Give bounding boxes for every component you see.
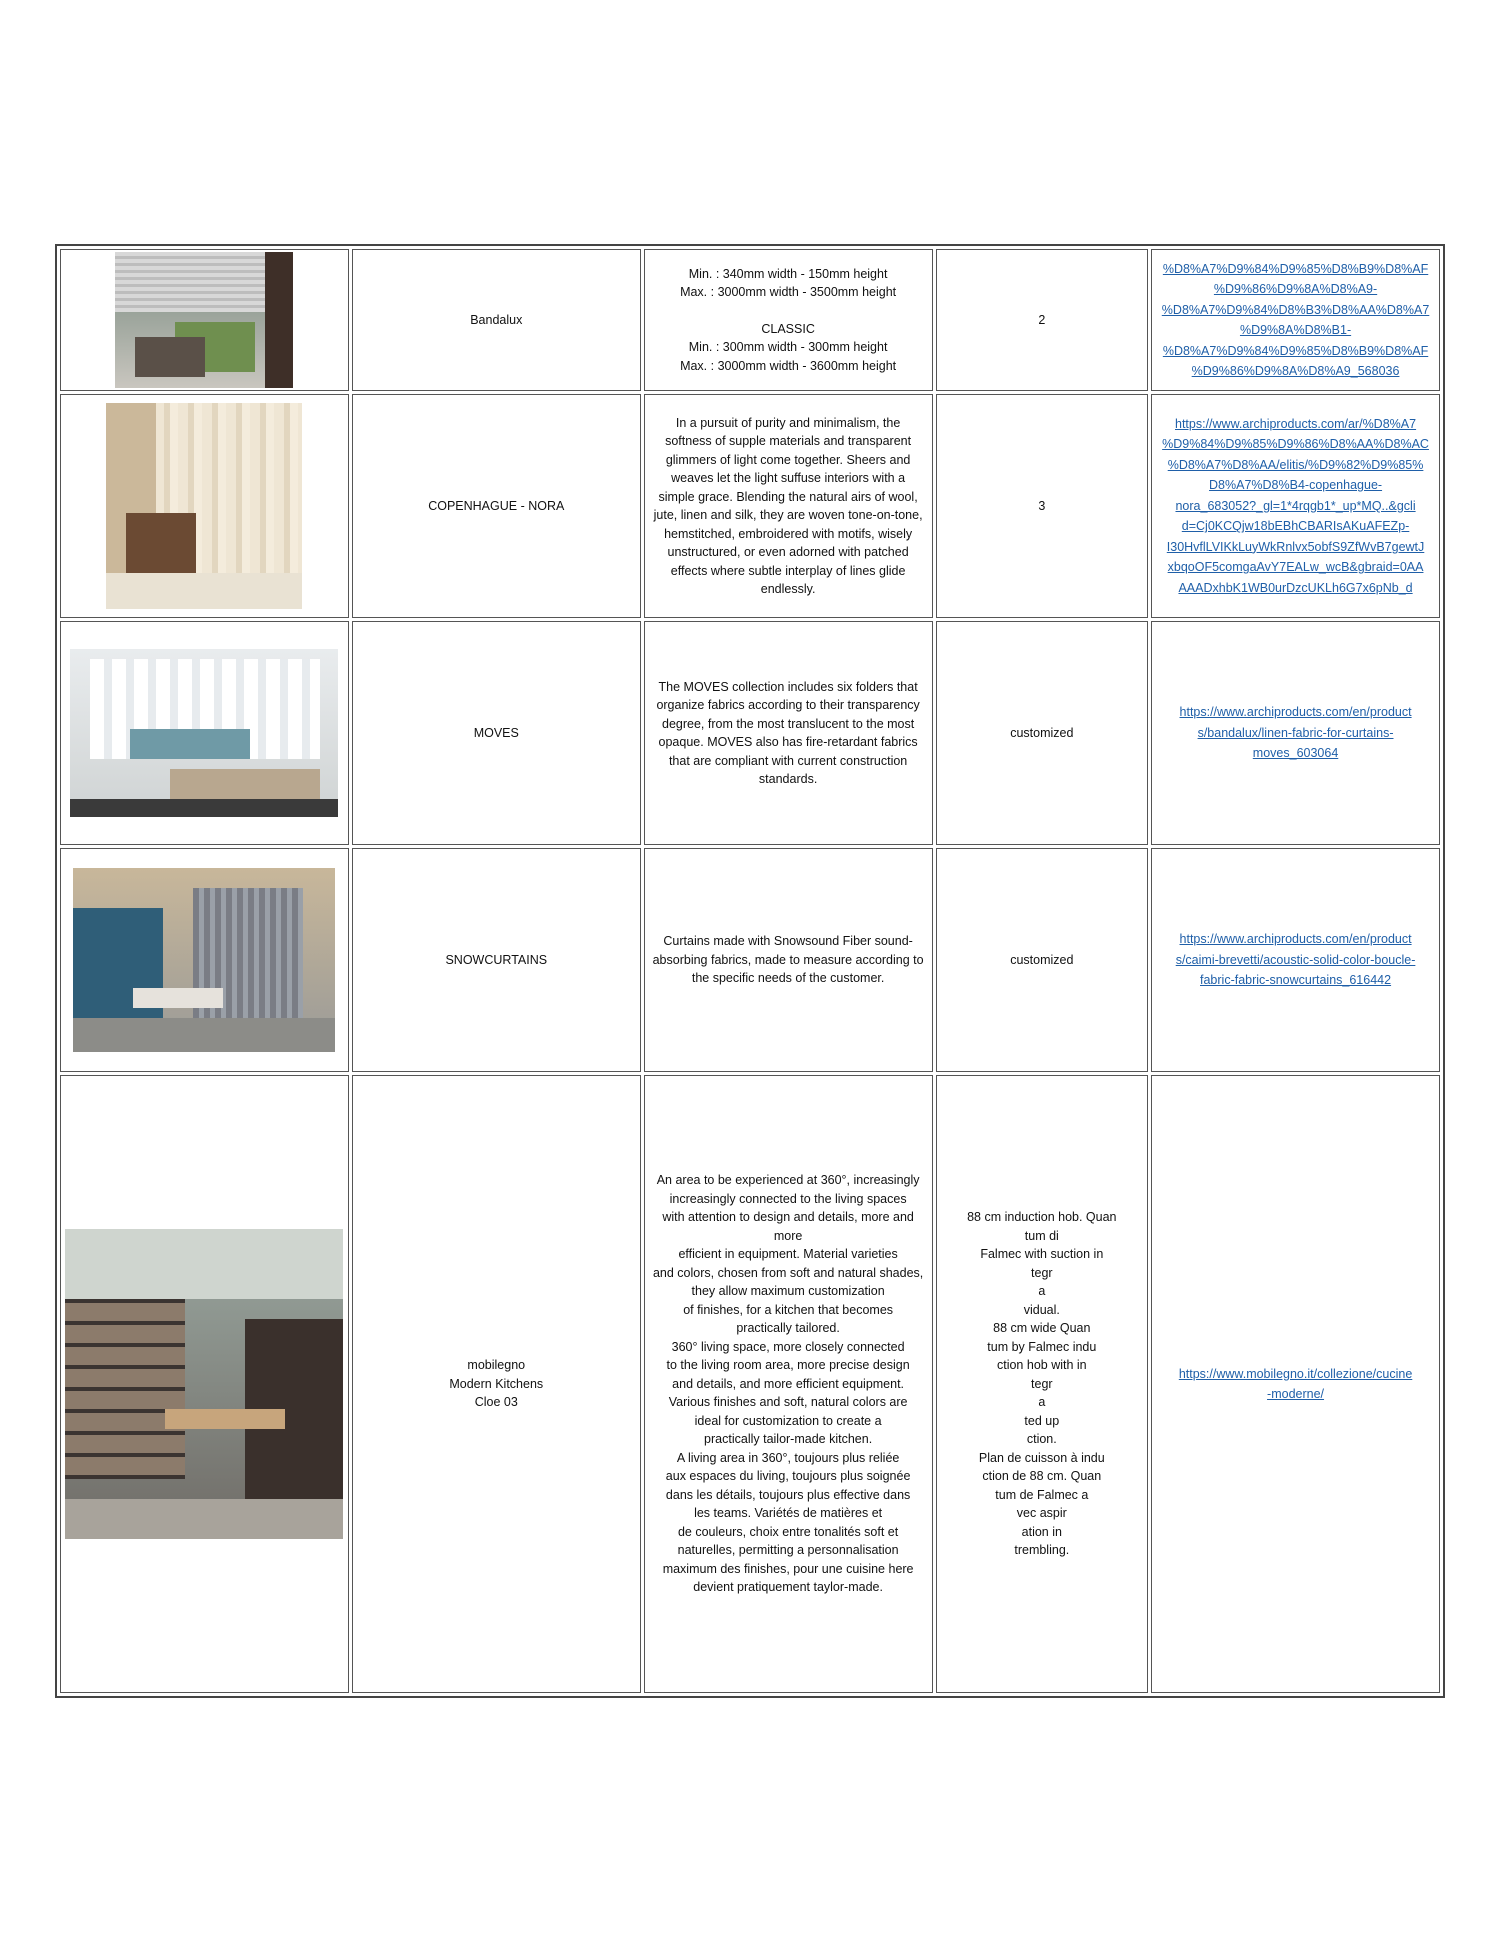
product-image-cell [60,1075,349,1693]
quantity-line: ction. [1026,1432,1057,1447]
photo-shape [65,1299,185,1479]
quantity-line: ction hob with in [996,1358,1087,1373]
product-name: COPENHAGUE - NORA [428,498,565,513]
quantity-line: 88 cm wide Quan [993,1321,1091,1336]
product-link-line[interactable]: moves_603064 [1252,746,1339,761]
description-line: An area to be experienced at 360°, increasingly [656,1173,920,1188]
product-name-cell [352,1075,641,1693]
description-cell [644,1075,933,1693]
quantity-line: tegr [1031,1376,1053,1391]
quantity-line: ction de 88 cm. Quan [982,1469,1102,1484]
photo-shape [73,1018,335,1052]
description-line: increasingly connected to the living spaces [669,1191,907,1206]
description-line: naturelles, permitting a personnalisation [677,1543,899,1558]
product-link[interactable] [1155,929,1436,991]
photo-shape [130,729,250,759]
description-line: standards. [758,772,818,786]
description-cell [644,394,933,618]
description-line: Min. : 300mm width - 300mm height [688,340,888,355]
product-name-line: Modern Kitchens [449,1376,544,1391]
quantity-line: vidual. [1023,1302,1060,1317]
description-line: they allow maximum customization [691,1284,885,1299]
quantity-value: 2 [1038,312,1046,327]
description-cell [644,848,933,1072]
quantity-line: a [1038,1284,1046,1299]
quantity-value: customized [1010,725,1074,740]
product-image-cell [60,621,349,845]
product-link-line[interactable]: d=Cj0KCQjw18bEBhCBARIsAKuAFEZp- [1181,519,1410,534]
product-link-line[interactable]: https://www.archiproducts.com/en/product [1179,705,1412,720]
photo-shape [265,252,293,388]
window-shades-photo-icon [115,252,293,388]
quantity-line: tum de Falmec a [995,1487,1089,1502]
description-line: de couleurs, choix entre tonalités soft et [677,1524,899,1539]
description-line: and colors, chosen from soft and natural shades, [652,1265,924,1280]
quantity-cell [936,1075,1149,1693]
product-link-line[interactable]: s/caimi-brevetti/acoustic-solid-color-boucle- [1175,952,1416,967]
photo-shape [126,513,196,573]
photo-shape [165,1409,285,1429]
product-link-line[interactable]: %D9%86%D9%8A%D8%A9_568036 [1191,364,1400,378]
description-line: In a pursuit of purity and minimalism, the [675,415,901,430]
description-cell [644,621,933,845]
product-link[interactable] [1155,1364,1436,1405]
product-link[interactable] [1155,259,1436,382]
description-line: aux espaces du living, toujours plus soignée [665,1469,911,1484]
quantity-line: tegr [1031,1265,1053,1280]
product-name: MOVES [473,725,519,740]
product-name-line: mobilegno [467,1358,526,1373]
product-link-line[interactable]: https://www.archiproducts.com/ar/%D8%A7 [1175,416,1417,431]
description-line: degree, from the most translucent to the most [662,716,915,731]
product-name-cell [352,848,641,1072]
product-link-line[interactable]: AAADxhbK1WB0urDzcUKLh6G7x6pNb_d [1178,580,1413,595]
description-line: effects where subtle interplay of lines glide [670,563,906,578]
description-line: organize fabrics according to their transparency [656,698,920,712]
photo-shape [65,1499,343,1539]
description-line: dans les détails, toujours plus effective dans [665,1487,911,1502]
curtain-piano-photo-icon [106,403,302,609]
product-link-line[interactable]: nora_683052?_gl=1*4rqgb1*_up*MQ..&gcli [1175,498,1416,513]
photo-shape [106,573,302,609]
link-cell [1151,249,1440,391]
product-name: Bandalux [470,312,523,327]
table-row [60,848,1440,1072]
description-line: 360° living space, more closely connected [671,1339,905,1354]
description-line: ideal for customization to create a [694,1413,882,1428]
product-link[interactable] [1155,414,1436,599]
table-row [60,394,1440,618]
office-curtains-photo-icon [73,868,335,1052]
quantity-line: trembling. [1014,1543,1070,1558]
quantity-line: 88 cm induction hob. Quan [967,1210,1117,1225]
photo-shape [170,769,320,799]
description-line: softness of supple materials and transparent [665,434,912,448]
photo-shape [193,888,303,1038]
description-line: unstructured, or even adorned with patched [667,545,909,559]
catalog-sheet [55,244,1445,1692]
product-link-line[interactable]: s/bandalux/linen-fabric-for-curtains- [1197,725,1394,740]
description-line: efficient in equipment. Material varieties [678,1247,898,1262]
description-line: with attention to design and details, more and [662,1210,914,1225]
product-link-line[interactable]: %D9%84%D9%85%D9%86%D8%AA%D8%AC [1162,437,1429,452]
product-name-cell [352,394,641,618]
description-line: les teams. Variétés de matières et [694,1506,883,1521]
photo-shape [135,337,205,377]
link-cell [1151,621,1440,845]
product-table [55,244,1445,1698]
link-cell [1151,848,1440,1072]
description-line: of finishes, for a kitchen that becomes [683,1302,894,1317]
product-image-cell [60,848,349,1072]
description-line: Max. : 3000mm width - 3600mm height [680,358,897,373]
description-line: to the living room area, more precise design [666,1358,910,1373]
quantity-line: ation in [1021,1524,1062,1539]
description-line: practically tailored. [736,1321,840,1336]
description-line: weaves let the light suffuse interiors with a [671,471,906,485]
link-cell [1151,394,1440,618]
description-line: the specific needs of the customer. [691,971,885,986]
description-line: The MOVES collection includes six folders that [658,679,918,694]
photo-shape [65,1229,343,1299]
quantity-value: 3 [1038,498,1046,513]
product-link-line[interactable]: %D8%A7%D9%84%D9%85%D8%B9%D8%AF [1162,343,1429,358]
product-image-cell [60,394,349,618]
quantity-line: Falmec with suction in [980,1247,1104,1262]
description-line: A living area in 360°, toujours plus reliée [676,1450,900,1465]
description-line: and details, and more efficient equipment. [672,1376,905,1391]
quantity-cell [936,249,1149,391]
product-link-line[interactable]: %D8%A7%D9%84%D8%B3%D8%AA%D8%A7 [1161,302,1430,317]
table-row [60,621,1440,845]
description-line: Various finishes and soft, natural colors are [668,1395,908,1410]
product-link-line[interactable]: fabric-fabric-snowcurtains_616442 [1200,973,1392,988]
quantity-value: customized [1010,952,1074,967]
table-row [60,1075,1440,1693]
photo-shape [133,988,223,1008]
product-link-line[interactable]: I30HvflLVIKkLuyWkRnlvx5obfS9ZfWvB7gewtJ [1166,539,1425,554]
description-line: maximum des finishes, pour une cuisine here [662,1561,914,1576]
description-line: hemstitched, embroidered with motifs, wisely [664,526,913,541]
product-link-line[interactable]: xbqoOF5comgaAvY7EALw_wcB&gbraid=0AA [1167,560,1424,575]
description-line: devient pratiquement taylor-made. [693,1580,883,1595]
description-line: Curtains made with Snowsound Fiber sound- [663,934,913,949]
description-spacer [648,302,929,320]
product-link-line[interactable]: %D9%86%D9%8A%D8%A9- [1213,282,1378,296]
description-line: endlessly. [760,582,816,596]
quantity-line: Plan de cuisson à indu [978,1450,1105,1465]
product-link-line[interactable]: https://www.archiproducts.com/en/product [1179,932,1412,947]
description-line: glimmers of light come together. Sheers and [665,452,911,467]
description-line: CLASSIC [761,321,815,336]
quantity-cell [936,621,1149,845]
quantity-cell [936,394,1149,618]
product-link-line[interactable]: -moderne/ [1267,1387,1325,1401]
product-name-cell [352,621,641,845]
description-cell [644,249,933,391]
product-link-line[interactable]: https://www.mobilegno.it/collezione/cucine [1178,1366,1413,1381]
product-link-line[interactable]: D8%A7%D8%B4-copenhague- [1209,478,1383,493]
photo-shape [70,799,338,817]
product-link[interactable] [1155,702,1436,764]
living-room-curtains-photo-icon [70,649,338,817]
product-link-line[interactable]: %D8%A7%D9%84%D9%85%D8%B9%D8%AF [1162,261,1429,276]
kitchen-photo-icon [65,1229,343,1539]
product-name-cell [352,249,641,391]
product-image-cell [60,249,349,391]
description-line: more [773,1228,803,1243]
description-line: Max. : 3000mm width - 3500mm height [680,285,897,300]
quantity-line: vec aspir [1016,1506,1067,1521]
description-line: practically tailor-made kitchen. [704,1432,873,1447]
product-link-line[interactable]: %D8%A7%D8%AA/elitis/%D9%82%D9%85% [1167,457,1424,472]
product-name-line: Cloe 03 [474,1395,518,1410]
quantity-line: a [1038,1395,1046,1410]
product-name: SNOWCURTAINS [445,952,548,967]
quantity-line: ted up [1024,1413,1060,1428]
quantity-line: tum by Falmec indu [987,1339,1097,1354]
table-row [60,249,1440,391]
description-line: that are compliant with current construction [668,753,908,768]
description-line: opaque. MOVES also has fire-retardant fabrics [658,735,918,749]
description-line: Min. : 340mm width - 150mm height [688,266,888,281]
product-link-line[interactable]: %D9%8A%D8%B1- [1239,323,1352,337]
quantity-cell [936,848,1149,1072]
quantity-line: tum di [1024,1228,1059,1243]
description-line: jute, linen and silk, they are woven tone-on-tone, [653,508,923,522]
description-line: simple grace. Blending the natural airs of wool, [658,489,918,504]
description-line: absorbing fabrics, made to measure according to [652,952,924,967]
link-cell [1151,1075,1440,1693]
